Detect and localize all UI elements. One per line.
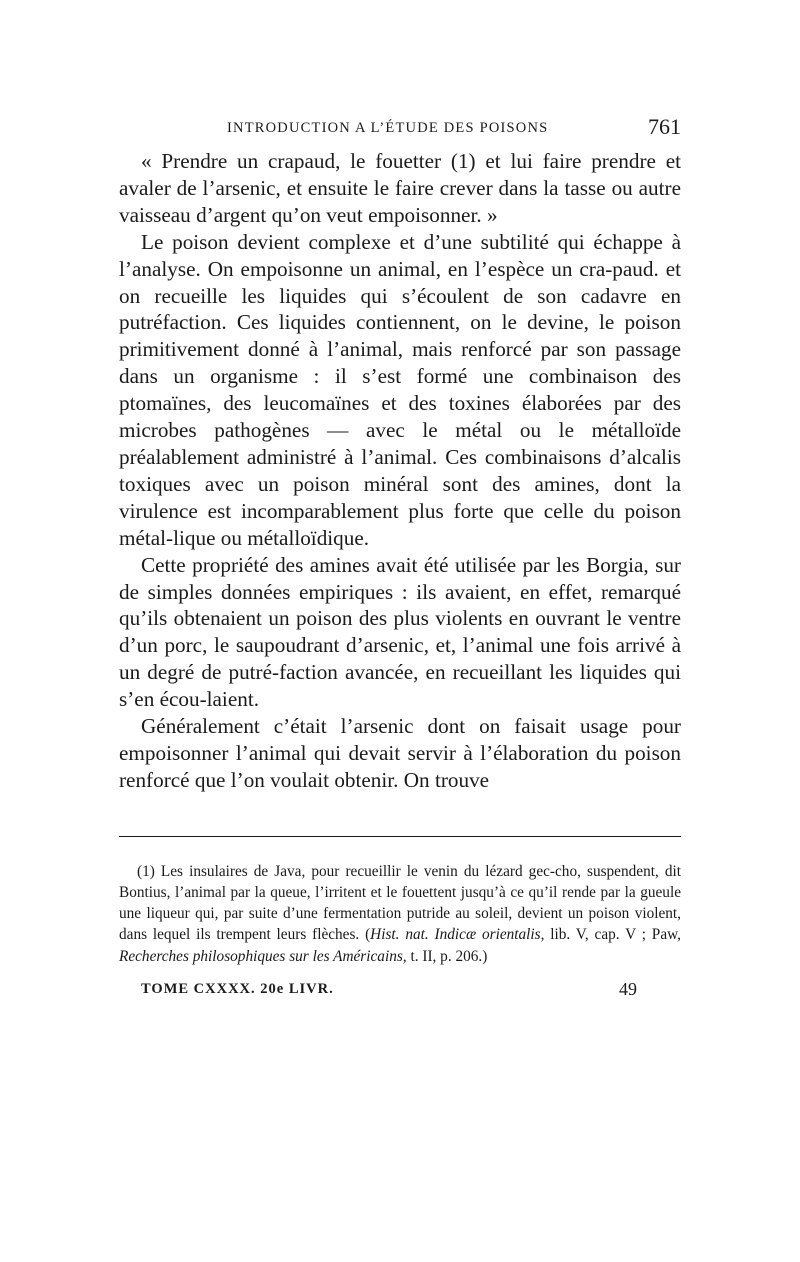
- paragraph-complex-poison: Le poison devient complexe et d’une subtilité qui échappe à l’analyse. On empoisonne un animal, en l’espèce un cra-paud. et on recueille les liquides qui s’écoulent de son cadavre en putréfaction. Ces liquides contiennent, on le devine, le poison primitivement donné à l’animal, mais renforcé par son passage dans un organisme : il s’est formé une combinaison des ptomaïnes, des leucomaïnes et des toxines élaborées par des microbes pathogènes — avec le métal ou le métalloïde préalablement administré à l’animal. Ces combinaisons d’alcalis toxiques avec un poison minéral sont des amines, dont la virulence est incomparablement plus forte que celle du poison métal-lique ou métalloïdique.: [119, 229, 681, 550]
- paragraph-quote: « Prendre un crapaud, le fouetter (1) et lui faire prendre et avaler de l’arsenic, et ensuite le faire crever dans la tasse ou autre vaisseau d’argent qu’on veut empoisonner. »: [119, 149, 681, 227]
- footnote-italic-2: Recherches philosophiques sur les Américains,: [119, 947, 407, 965]
- footnote-marker: (1): [137, 862, 155, 880]
- running-title: INTRODUCTION A L’ÉTUDE DES POISONS: [227, 120, 549, 136]
- body-text: [119, 148, 681, 794]
- footnote-italic-1: Hist. nat. Indicæ orientalis,: [370, 926, 545, 944]
- footnote-text-3: t. II, p. 206.): [406, 947, 488, 965]
- document-page: [119, 108, 681, 1011]
- page-number: 761: [648, 114, 681, 139]
- paragraph-borgia: Cette propriété des amines avait été utilisée par les Borgia, sur de simples données empiriques : ils avaient, en effet, remarqué qu’ils obtenaient un poison des plus violents en ouvrant le ventre d’un porc, le saupoudrant d’arsenic, et, l’animal une fois arrivé à un degré de putré-faction avancée, en recueillant les liquides qui s’en écou-laient.: [119, 552, 681, 712]
- signature-number: 49: [619, 978, 637, 999]
- footnote-text-1: Les insulaires de Java, pour recueillir le venin du lézard gec-cho, suspendent, dit Bontius, l’animal par la queue, l’irritent et le fouettent jusqu’à ce qu’il rende par la gueule une liqueur qui, par suite d’une fermentation putride au soleil, devient un poison violent, dans lequel ils trempent leurs flèches. (: [119, 862, 682, 944]
- printer-signature: TOME CXXXX. 20e LIVR.: [141, 980, 334, 997]
- footnote-divider: [119, 836, 681, 837]
- page-footer: [119, 978, 681, 1011]
- paragraph-arsenic: Généralement c’était l’arsenic dont on faisait usage pour empoisonner l’animal qui devait servir à l’élaboration du poison renforcé que l’on voulait obtenir. On trouve: [119, 714, 681, 792]
- footnote-text-2: lib. V, cap. V ; Paw,: [544, 926, 681, 944]
- running-header: [119, 108, 681, 148]
- footnote: [119, 861, 681, 967]
